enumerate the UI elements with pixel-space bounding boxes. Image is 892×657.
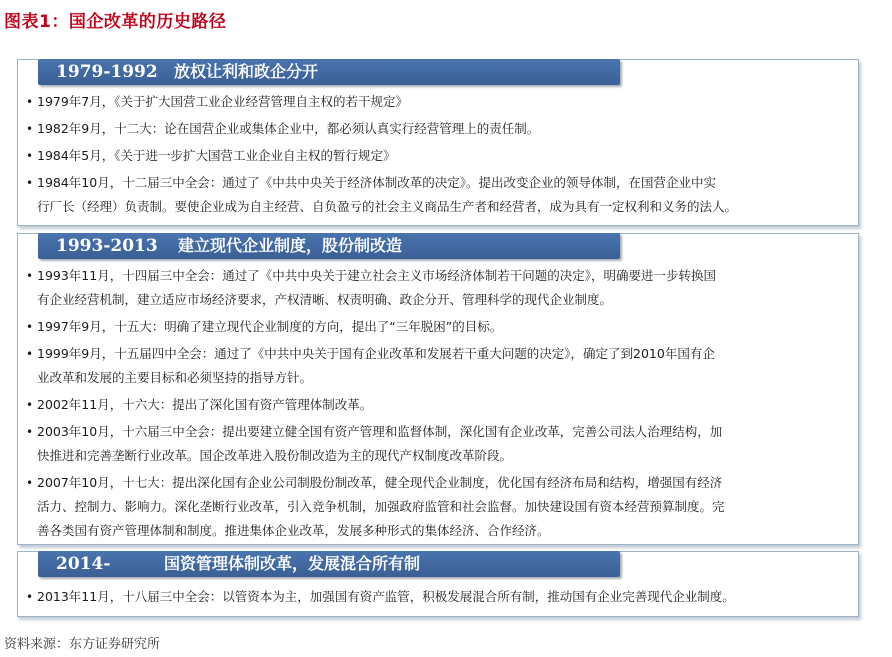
section-header-2014 bbox=[38, 551, 620, 577]
list-item bbox=[18, 342, 858, 390]
section-theme: 国资管理体制改革，发展混合所有制 bbox=[164, 554, 421, 573]
item-text-line: 2002年11月，十六大：提出了深化国有资产管理体制改革。 bbox=[37, 397, 373, 412]
item-text-line: 行厂长（经理）负责制。要使企业成为自主经营、自负盈亏的社会主义商品生产者和经营者，成为具有一定权利和义务的法人。 bbox=[37, 199, 738, 214]
item-text-line: 快推进和完善垄断行业改革。国企改革进入股份制改造为主的现代产权制度改革阶段。 bbox=[37, 448, 513, 463]
item-text-line: 1984年5月，《关于进一步扩大国营工业企业自主权的暂行规定》 bbox=[37, 148, 396, 163]
list-item bbox=[18, 90, 858, 114]
section-period: 2014- bbox=[56, 554, 111, 574]
source-note: 资料来源：东方证券研究所 bbox=[4, 637, 161, 652]
section-theme: 建立现代企业制度，股份制改造 bbox=[178, 236, 403, 255]
item-text-line: 活力、控制力、影响力。深化垄断行业改革，引入竞争机制，加强政府监管和社会监督。加快建设国有资本经营预算制度。完 bbox=[37, 499, 725, 514]
item-text-line: 2013年11月，十八届三中全会：以管资本为主，加强国有资产监管，积极发展混合所有制，推动国有企业完善现代企业制度。 bbox=[37, 589, 735, 604]
list-item bbox=[18, 171, 858, 219]
list-item bbox=[18, 393, 858, 417]
list-item bbox=[18, 471, 858, 543]
list-item bbox=[18, 264, 858, 312]
bullet-icon: • bbox=[26, 176, 34, 190]
section-items bbox=[18, 90, 858, 219]
item-text-line: 有企业经营机制，建立适应市场经济要求，产权清晰、权责明确、政企分开、管理科学的现代企业制度。 bbox=[37, 292, 613, 307]
bullet-icon: • bbox=[26, 425, 34, 439]
section-1993-2013 bbox=[17, 233, 859, 545]
item-text-line: 1999年9月，十五届四中全会：通过了《中共中央关于国有企业改革和发展若干重大问题的决定》，确定了到2010年国有企 bbox=[37, 346, 715, 361]
item-text-line: 1982年9月，十二大：论在国营企业或集体企业中，都必须认真实行经营管理上的责任制。 bbox=[37, 121, 540, 136]
section-header-1979-1992 bbox=[38, 59, 620, 85]
bullet-icon: • bbox=[26, 122, 34, 136]
figure-title: 图表1：国企改革的历史路径 bbox=[4, 12, 227, 32]
section-header-1993-2013 bbox=[38, 233, 620, 259]
bullet-icon: • bbox=[26, 590, 34, 604]
item-text-line: 2003年10月，十六届三中全会：提出要建立健全国有资产管理和监督体制，深化国有企业改革，完善公司法人治理结构，加 bbox=[37, 424, 723, 439]
bullet-icon: • bbox=[26, 149, 34, 163]
bullet-icon: • bbox=[26, 398, 34, 412]
section-items bbox=[18, 585, 858, 609]
section-1979-1992 bbox=[17, 59, 859, 226]
bullet-icon: • bbox=[26, 476, 34, 490]
item-text-line: 善各类国有资产管理体制和制度。推进集体企业改革，发展多种形式的集体经济、合作经济。 bbox=[37, 523, 550, 538]
section-period: 1993-2013 bbox=[56, 236, 158, 256]
item-text-line: 1993年11月，十四届三中全会：通过了《中共中央关于建立社会主义市场经济体制若干问题的决定》，明确要进一步转换国 bbox=[37, 268, 716, 283]
section-theme: 放权让利和政企分开 bbox=[174, 62, 319, 81]
bullet-icon: • bbox=[26, 320, 34, 334]
bullet-icon: • bbox=[26, 95, 34, 109]
list-item bbox=[18, 420, 858, 468]
section-2014 bbox=[17, 551, 859, 617]
item-text-line: 业改革和发展的主要目标和必须坚持的指导方针。 bbox=[37, 370, 313, 385]
list-item bbox=[18, 585, 858, 609]
item-text-line: 2007年10月，十七大：提出深化国有企业公司制股份制改革，健全现代企业制度，优化国有经济布局和结构，增强国有经济 bbox=[37, 475, 723, 490]
section-period: 1979-1992 bbox=[56, 62, 158, 82]
bullet-icon: • bbox=[26, 347, 34, 361]
list-item bbox=[18, 144, 858, 168]
item-text-line: 1979年7月，《关于扩大国营工业企业经营管理自主权的若干规定》 bbox=[37, 94, 409, 109]
list-item bbox=[18, 315, 858, 339]
list-item bbox=[18, 117, 858, 141]
item-text-line: 1984年10月，十二届三中全会：通过了《中共中央关于经济体制改革的决定》。提出改变企业的领导体制，在国营企业中实 bbox=[37, 175, 716, 190]
item-text-line: 1997年9月，十五大：明确了建立现代企业制度的方向，提出了“三年脱困”的目标。 bbox=[37, 319, 503, 334]
section-items bbox=[18, 264, 858, 543]
bullet-icon: • bbox=[26, 269, 34, 283]
